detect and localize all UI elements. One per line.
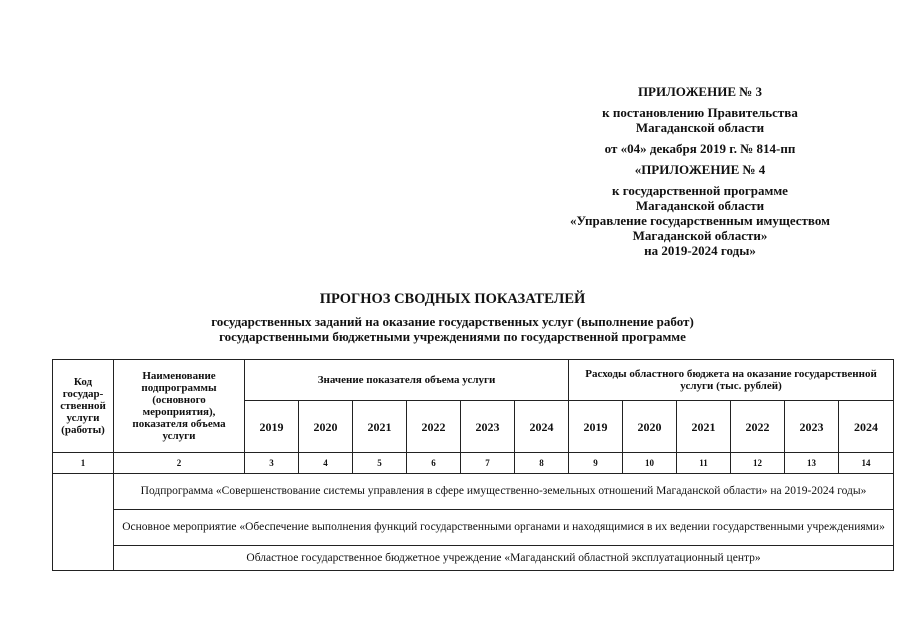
header-year-volume: 2022 xyxy=(407,401,461,453)
column-number: 12 xyxy=(731,453,785,474)
institution-cell: Областное государственное бюджетное учреждение «Магаданский областной эксплуатационный центр» xyxy=(114,546,894,571)
subtitle-line-2: государственными бюджетными учреждениями по государственной программе xyxy=(219,329,686,344)
header-year-volume: 2023 xyxy=(461,401,515,453)
header-year-volume: 2019 xyxy=(245,401,299,453)
header-year-expense: 2021 xyxy=(677,401,731,453)
appendix-3-line2: Магаданской области xyxy=(635,120,765,135)
column-number: 13 xyxy=(785,453,839,474)
subtitle-line-1: государственных заданий на оказание государственных услуг (выполнение работ) xyxy=(211,314,694,329)
header-year-volume: 2021 xyxy=(353,401,407,453)
appendix-4-line2: Магаданской области xyxy=(635,198,765,213)
appendix-3-line1: к постановлению Правительства xyxy=(602,105,798,120)
appendix-4-line4: Магаданской области» xyxy=(632,228,768,243)
appendix-3-block xyxy=(520,84,880,156)
main-activity-cell: Основное мероприятие «Обеспечение выполнения функций государственными органами и находящимися в их ведении государственными учреждениями» xyxy=(114,510,894,546)
column-number: 11 xyxy=(677,453,731,474)
column-number: 8 xyxy=(515,453,569,474)
column-number: 2 xyxy=(114,453,245,474)
header-row-groups xyxy=(53,360,894,401)
header-code: Код государ-ственной услуги (работы) xyxy=(53,360,114,453)
appendix-4-title: «ПРИЛОЖЕНИЕ № 4 xyxy=(634,162,766,177)
appendix-3-title: ПРИЛОЖЕНИЕ № 3 xyxy=(637,84,763,99)
subprogram-cell: Подпрограмма «Совершенствование системы управления в сфере имущественно-земельных отношений Магаданской области» на 2019-2024 годы» xyxy=(114,474,894,510)
header-volume-group: Значение показателя объема услуги xyxy=(245,360,569,401)
header-year-expense: 2020 xyxy=(623,401,677,453)
appendix-3-date: от «04» декабря 2019 г. № 814-пп xyxy=(604,141,796,156)
header-year-expense: 2019 xyxy=(569,401,623,453)
document-title: ПРОГНОЗ СВОДНЫХ ПОКАЗАТЕЛЕЙ xyxy=(319,291,586,307)
table-row-institution xyxy=(53,546,894,571)
document-subtitle xyxy=(0,314,905,344)
column-number: 7 xyxy=(461,453,515,474)
appendix-4-block xyxy=(520,162,880,258)
header-year-volume: 2024 xyxy=(515,401,569,453)
column-number-row xyxy=(53,453,894,474)
column-number: 3 xyxy=(245,453,299,474)
column-number: 1 xyxy=(53,453,114,474)
forecast-table xyxy=(52,359,894,571)
column-number: 6 xyxy=(407,453,461,474)
header-year-expense: 2023 xyxy=(785,401,839,453)
column-number: 9 xyxy=(569,453,623,474)
header-year-volume: 2020 xyxy=(299,401,353,453)
column-number: 5 xyxy=(353,453,407,474)
header-year-expense: 2022 xyxy=(731,401,785,453)
column-number: 4 xyxy=(299,453,353,474)
appendix-4-line1: к государственной программе xyxy=(612,183,788,198)
column-number: 10 xyxy=(623,453,677,474)
header-expense-group: Расходы областного бюджета на оказание государственной услуги (тыс. рублей) xyxy=(569,360,894,401)
code-cell-empty xyxy=(53,474,114,571)
table-row-subprogram xyxy=(53,474,894,510)
header-name: Наименование подпрограммы (основного мероприятия), показателя объема услуги xyxy=(114,360,245,453)
appendix-4-line5: на 2019-2024 годы» xyxy=(644,243,756,258)
table-row-main-activity xyxy=(53,510,894,546)
column-number: 14 xyxy=(839,453,894,474)
header-year-expense: 2024 xyxy=(839,401,894,453)
appendix-4-line3: «Управление государственным имуществом xyxy=(570,213,830,228)
